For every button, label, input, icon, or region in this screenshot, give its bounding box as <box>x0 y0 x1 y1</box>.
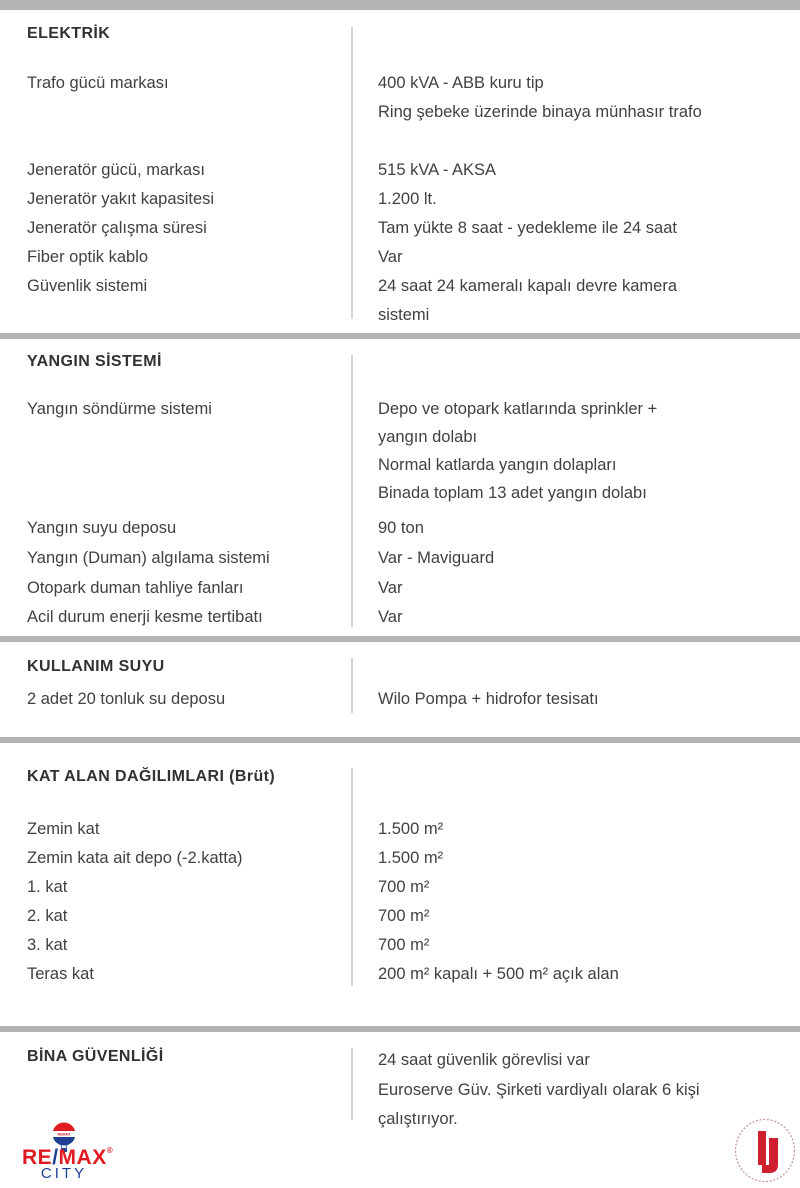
partner-monogram-icon <box>734 1118 796 1183</box>
spec-label: Zemin kat <box>27 820 100 838</box>
spec-label: Yangın söndürme sistemi <box>27 400 212 418</box>
section-title-elektrik: ELEKTRİK <box>27 25 111 42</box>
spec-value: çalıştırıyor. <box>378 1110 458 1128</box>
spec-label: Jeneratör gücü, markası <box>27 161 205 179</box>
spec-label: Jeneratör yakıt kapasitesi <box>27 190 215 208</box>
spec-row <box>0 74 800 94</box>
remax-city-logo <box>20 1120 135 1182</box>
spec-row <box>0 1081 800 1101</box>
spec-value: 1.200 lt. <box>378 190 437 208</box>
spec-label: Trafo gücü markası <box>27 74 169 92</box>
spec-row <box>0 103 800 123</box>
spec-row <box>0 519 800 539</box>
spec-row <box>0 484 800 504</box>
spec-value: sistemi <box>378 306 430 324</box>
spec-label: Otopark duman tahliye fanları <box>27 579 244 597</box>
spec-value: Normal katlarda yangın dolapları <box>378 456 617 474</box>
remax-max: MAX <box>58 1146 107 1169</box>
spec-value: Binada toplam 13 adet yangın dolabı <box>378 484 647 502</box>
spec-row <box>0 306 800 326</box>
spec-row <box>0 608 800 628</box>
spec-label: Yangın (Duman) algılama sistemi <box>27 549 270 567</box>
section-divider <box>0 737 800 743</box>
spec-value: 400 kVA - ABB kuru tip <box>378 74 544 92</box>
spec-row <box>0 965 800 985</box>
spec-value: Ring şebeke üzerinde binaya münhasır trafo <box>378 103 702 121</box>
spec-row <box>0 219 800 239</box>
spec-label: 3. kat <box>27 936 68 954</box>
spec-value: 1.500 m² <box>378 849 444 867</box>
spec-label: Fiber optik kablo <box>27 248 149 266</box>
section-title-kullanim-suyu: KULLANIM SUYU <box>27 658 165 675</box>
partner-logo <box>734 1118 796 1183</box>
spec-value: Tam yükte 8 saat - yedekleme ile 24 saat <box>378 219 677 237</box>
spec-value: 200 m² kapalı + 500 m² açık alan <box>378 965 619 983</box>
spec-row <box>0 400 800 420</box>
spec-row <box>0 936 800 956</box>
spec-row <box>0 190 800 210</box>
spec-value: Euroserve Güv. Şirketi vardiyalı olarak 6 kişi <box>378 1081 700 1099</box>
spec-label: 2. kat <box>27 907 68 925</box>
spec-value: 24 saat 24 kameralı kapalı devre kamera <box>378 277 677 295</box>
spec-value: 90 ton <box>378 519 424 537</box>
spec-label: Acil durum enerji kesme tertibatı <box>27 608 263 626</box>
spec-value: 700 m² <box>378 907 430 925</box>
section-divider <box>0 636 800 642</box>
spec-value: 24 saat güvenlik görevlisi var <box>378 1051 590 1069</box>
remax-balloon-text: REMAX <box>57 1132 71 1137</box>
spec-row <box>0 248 800 268</box>
spec-value: Var <box>378 579 403 597</box>
remax-city-label: CITY <box>40 1165 88 1182</box>
spec-value: Var <box>378 608 403 626</box>
spec-row <box>0 878 800 898</box>
section-divider <box>0 1026 800 1032</box>
spec-row <box>0 907 800 927</box>
spec-label: Teras kat <box>27 965 94 983</box>
section-title-kat-alan: KAT ALAN DAĞILIMLARI (Brüt) <box>27 768 276 785</box>
spec-row <box>0 428 800 448</box>
remax-slash: / <box>52 1146 59 1169</box>
spec-value: Var - Maviguard <box>378 549 495 567</box>
spec-value: 515 kVA - AKSA <box>378 161 497 179</box>
remax-re: RE <box>22 1146 53 1169</box>
spec-value: Depo ve otopark katlarında sprinkler + <box>378 400 658 418</box>
spec-row <box>0 579 800 599</box>
spec-label: Yangın suyu deposu <box>27 519 177 537</box>
spec-row <box>0 849 800 869</box>
spec-row <box>0 456 800 476</box>
spec-row <box>0 690 800 710</box>
spec-value: Wilo Pompa + hidrofor tesisatı <box>378 690 599 708</box>
spec-row <box>0 820 800 840</box>
section-title-yangin: YANGIN SİSTEMİ <box>27 353 162 370</box>
spec-value: yangın dolabı <box>378 428 478 446</box>
spec-label: Güvenlik sistemi <box>27 277 148 295</box>
spec-value: 700 m² <box>378 878 430 896</box>
spec-value: 1.500 m² <box>378 820 444 838</box>
spec-row <box>0 161 800 181</box>
registered-mark: ® <box>106 1146 114 1155</box>
section-title-bina-guvenligi: BİNA GÜVENLİĞİ <box>27 1048 164 1065</box>
spec-label: Zemin kata ait depo (-2.katta) <box>27 849 243 867</box>
top-border-bar <box>0 0 800 10</box>
spec-row <box>0 549 800 569</box>
spec-label: 1. kat <box>27 878 68 896</box>
spec-value: 700 m² <box>378 936 430 954</box>
spec-value: Var <box>378 248 403 266</box>
spec-label: Jeneratör çalışma süresi <box>27 219 207 237</box>
spec-row <box>0 1051 800 1071</box>
spec-row <box>0 277 800 297</box>
spec-label: 2 adet 20 tonluk su deposu <box>27 690 226 708</box>
section-divider <box>0 333 800 339</box>
